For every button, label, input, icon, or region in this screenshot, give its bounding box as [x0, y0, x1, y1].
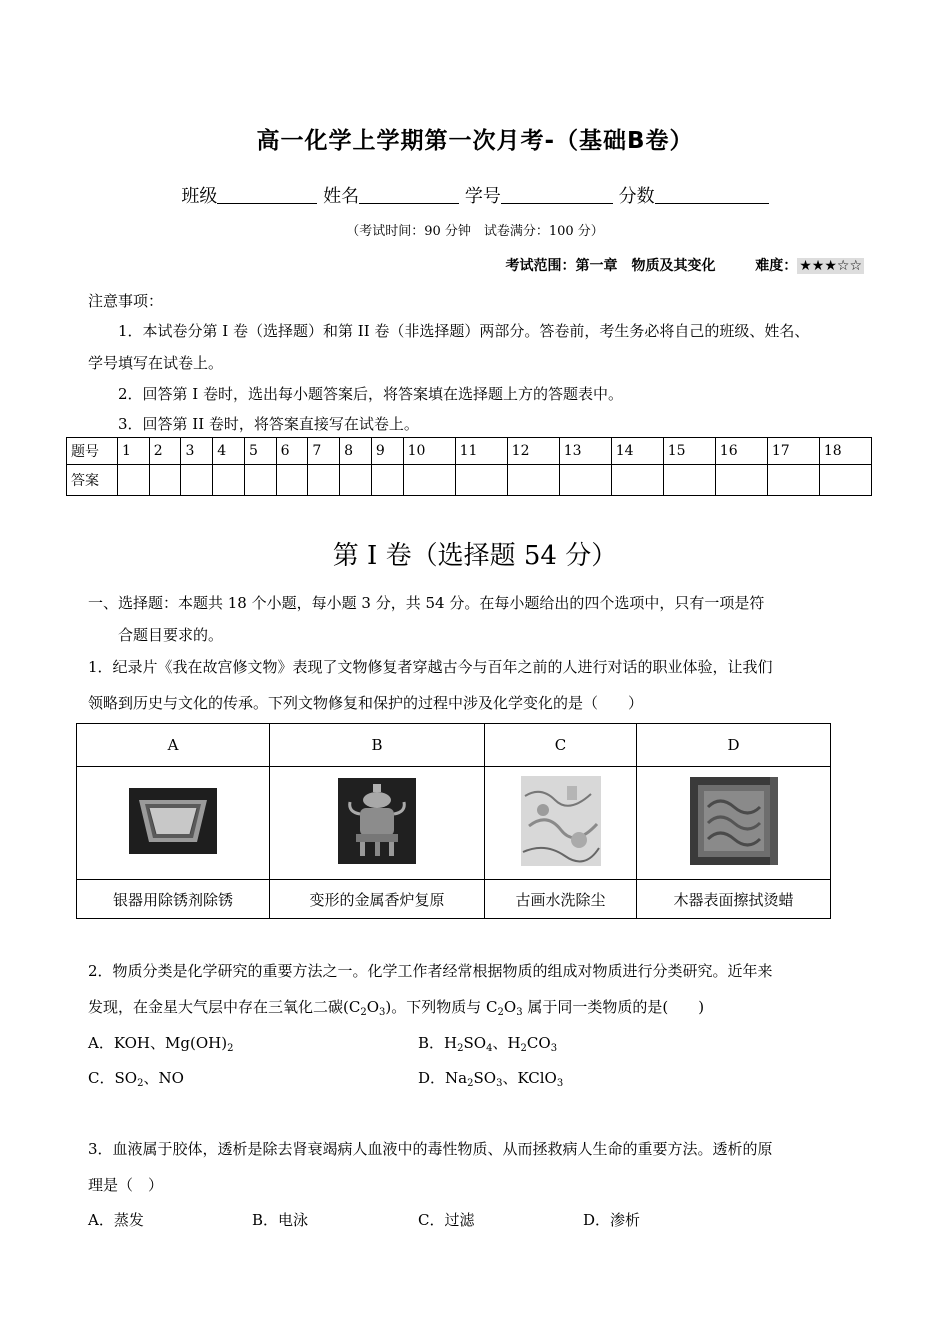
- q2-option-a: A．KOH、$Mg(OH)_2$: [88, 1034, 234, 1054]
- q1-option-d-caption: 木器表面擦拭烫蜡: [637, 880, 831, 919]
- row-label-answer: 答案: [67, 465, 118, 496]
- answer-cell[interactable]: [213, 465, 245, 496]
- answer-cell[interactable]: [181, 465, 213, 496]
- name-label: 姓名: [323, 186, 360, 207]
- answer-cell[interactable]: [340, 465, 372, 496]
- student-id-blank[interactable]: [501, 185, 613, 204]
- qnum-cell: 11: [455, 438, 507, 465]
- answer-cell[interactable]: [767, 465, 819, 496]
- class-label: 班级: [181, 186, 218, 207]
- answer-cell[interactable]: [507, 465, 559, 496]
- qnum-cell: 14: [611, 438, 663, 465]
- q1-option-b-caption: 变形的金属香炉复原: [270, 880, 485, 919]
- q3-option-a: A．蒸发: [88, 1211, 144, 1229]
- q1-option-c-letter: C: [485, 724, 637, 767]
- answer-table-answer-row: [67, 465, 872, 496]
- ancient-painting-image: [521, 776, 601, 866]
- qnum-cell: 17: [767, 438, 819, 465]
- answer-cell[interactable]: [149, 465, 181, 496]
- qnum-cell: 2: [149, 438, 181, 465]
- q2-stem-line1: 2．物质分类是化学研究的重要方法之一。化学工作者经常根据物质的组成对物质进行分类研究。近年来: [88, 962, 773, 980]
- answer-cell[interactable]: [611, 465, 663, 496]
- qnum-cell: 16: [715, 438, 767, 465]
- difficulty-stars: ★★★☆☆: [799, 258, 862, 274]
- q2-option-b: B．$H_2SO_4$、$H_2CO_3$: [418, 1034, 558, 1054]
- class-blank[interactable]: [217, 185, 317, 204]
- answer-cell[interactable]: [715, 465, 767, 496]
- answer-cell[interactable]: [455, 465, 507, 496]
- silver-vessel-image: [129, 788, 217, 854]
- difficulty-label: 难度：: [755, 258, 798, 274]
- score-label: 分数: [618, 186, 655, 207]
- answer-table: [66, 437, 872, 496]
- row-label-number: 题号: [67, 438, 118, 465]
- incense-burner-image: [338, 778, 416, 864]
- q1-option-d-letter: D: [637, 724, 831, 767]
- notice-item-1a: 1．本试卷分第 I 卷（选择题）和第 II 卷（非选择题）两部分。答卷前，考生务必将自己的班级、姓名、: [118, 322, 810, 340]
- notice-item-2: 2．回答第 I 卷时，选出每小题答案后，将答案填在选择题上方的答题表中。: [118, 385, 624, 403]
- section-title: 第 I 卷（选择题 54 分）: [332, 541, 618, 571]
- qnum-cell: 4: [213, 438, 245, 465]
- exam-meta: （考试时间：90 分钟 试卷满分：100 分）: [346, 224, 604, 239]
- qnum-cell: 12: [507, 438, 559, 465]
- q1-option-b-image-cell: [270, 767, 485, 880]
- q3-option-d: D．渗析: [583, 1211, 641, 1229]
- qnum-cell: 7: [308, 438, 340, 465]
- answer-cell[interactable]: [118, 465, 150, 496]
- student-info-fields: [0, 182, 950, 208]
- answer-cell[interactable]: [559, 465, 611, 496]
- q3-option-b: B．电泳: [252, 1211, 309, 1229]
- q1-option-a-caption: 银器用除锈剂除锈: [77, 880, 270, 919]
- q2-stem-line2: 发现，在金星大气层中存在三氧化二碳$(C_2O_3)$。下列物质与 $C_2O_3$ 属于同一类物质的是( ): [88, 998, 705, 1018]
- qnum-cell: 13: [559, 438, 611, 465]
- q1-option-d-image-cell: [637, 767, 831, 880]
- answer-cell[interactable]: [276, 465, 308, 496]
- qnum-cell: 6: [276, 438, 308, 465]
- q1-option-c-image-cell: [485, 767, 637, 880]
- q1-option-a-letter: A: [77, 724, 270, 767]
- q2-option-c: C．$SO_2$、NO: [88, 1069, 184, 1089]
- qnum-cell: 15: [663, 438, 715, 465]
- qnum-cell: 8: [340, 438, 372, 465]
- q1-stem-line2: 领略到历史与文化的传承。下列文物修复和保护的过程中涉及化学变化的是（ ）: [88, 694, 644, 712]
- q3-stem-line2: 理是（ ）: [88, 1176, 164, 1194]
- qnum-cell: 18: [819, 438, 871, 465]
- notice-heading: 注意事项：: [88, 292, 164, 310]
- section-instructions-a: 一、选择题：本题共 18 个小题，每小题 3 分，共 54 分。在每小题给出的四个选项中，只有一项是符: [88, 594, 765, 612]
- notice-item-1b: 学号填写在试卷上。: [88, 354, 224, 372]
- answer-cell[interactable]: [403, 465, 455, 496]
- q2-option-d: D．$Na_2SO_3$、KClO$_3$: [418, 1069, 564, 1089]
- name-blank[interactable]: [359, 185, 459, 204]
- answer-cell[interactable]: [819, 465, 871, 496]
- q1-option-a-image-cell: [77, 767, 270, 880]
- qnum-cell: 9: [371, 438, 403, 465]
- answer-cell[interactable]: [308, 465, 340, 496]
- qnum-cell: 5: [244, 438, 276, 465]
- student-id-label: 学号: [464, 186, 501, 207]
- score-blank[interactable]: [655, 185, 769, 204]
- answer-cell[interactable]: [663, 465, 715, 496]
- q3-option-c: C．过滤: [418, 1211, 475, 1229]
- exam-scope: [505, 255, 864, 275]
- qnum-cell: 10: [403, 438, 455, 465]
- notice-item-3: 3．回答第 II 卷时，将答案直接写在试卷上。: [118, 415, 419, 433]
- answer-cell[interactable]: [244, 465, 276, 496]
- q1-options-table: [76, 723, 831, 919]
- q1-stem-line1: 1．纪录片《我在故宫修文物》表现了文物修复者穿越古今与百年之前的人进行对话的职业体验，让我们: [88, 658, 773, 676]
- scope-text: 考试范围：第一章 物质及其变化: [505, 258, 716, 274]
- q3-stem-line1: 3．血液属于胶体，透析是除去肾衰竭病人血液中的毒性物质、从而拯救病人生命的重要方法。透析的原: [88, 1140, 773, 1158]
- qnum-cell: 1: [118, 438, 150, 465]
- answer-cell[interactable]: [371, 465, 403, 496]
- exam-title: 高一化学上学期第一次月考-（基础B卷）: [256, 128, 694, 154]
- q1-option-b-letter: B: [270, 724, 485, 767]
- answer-table-number-row: [67, 438, 872, 465]
- section-instructions-b: 合题目要求的。: [118, 626, 224, 644]
- q1-option-c-caption: 古画水洗除尘: [485, 880, 637, 919]
- qnum-cell: 3: [181, 438, 213, 465]
- wooden-panel-image: [690, 777, 778, 865]
